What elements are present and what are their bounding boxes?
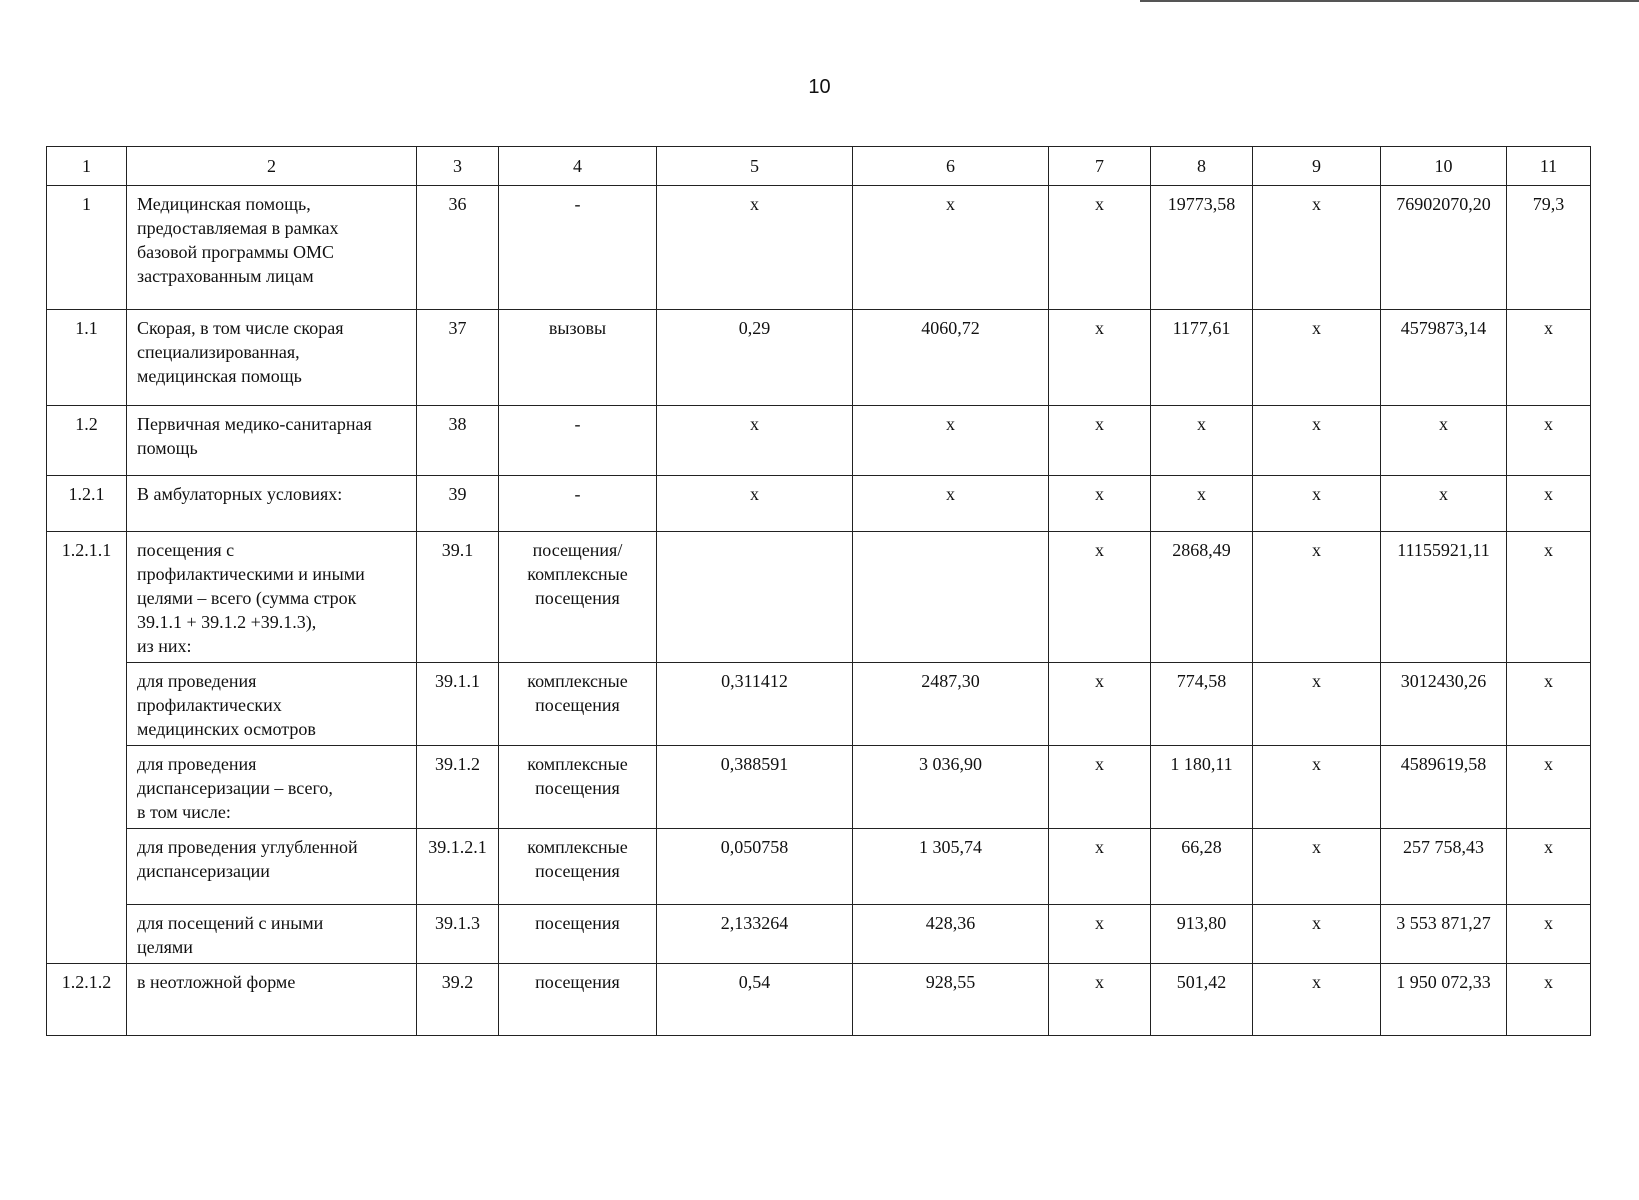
unit-cell: [499, 186, 657, 310]
line-code-cell: 39.1.2: [417, 746, 499, 829]
top-rule: [1140, 0, 1639, 2]
page-number: 10: [808, 76, 831, 98]
name-line: для проведения: [137, 671, 257, 691]
header-cell: 5: [657, 147, 853, 186]
header-cell: 1: [47, 147, 127, 186]
name-line: из них:: [137, 636, 192, 656]
table-row: [47, 310, 1591, 406]
name-line: для проведения: [137, 754, 257, 774]
name-line: Первичная медико-санитарная: [137, 414, 372, 434]
header-cell: 3: [417, 147, 499, 186]
value-cell: x: [1049, 186, 1151, 310]
value-cell: 3 036,90: [853, 746, 1049, 829]
line-code-cell: 39.1.1: [417, 663, 499, 746]
name-line: специализированная,: [137, 342, 300, 362]
value-cell: x: [853, 186, 1049, 310]
value-cell: x: [853, 476, 1049, 532]
header-row: [47, 147, 1591, 186]
value-cell: 428,36: [853, 905, 1049, 964]
line-code-cell: 39.1: [417, 532, 499, 663]
value-cell: x: [1507, 746, 1591, 829]
unit-cell: [499, 964, 657, 1036]
value-cell: 928,55: [853, 964, 1049, 1036]
row-name-cell: [127, 532, 417, 663]
value-cell: 501,42: [1151, 964, 1253, 1036]
value-cell: x: [1049, 406, 1151, 476]
value-cell: x: [1253, 746, 1381, 829]
unit-line: посещения: [535, 695, 620, 715]
value-cell: 4579873,14: [1381, 310, 1507, 406]
row-name-cell: [127, 746, 417, 829]
table-row: [47, 746, 1591, 829]
value-cell: x: [1507, 476, 1591, 532]
value-cell: x: [1253, 829, 1381, 905]
name-line: базовой программы ОМС: [137, 242, 335, 262]
header-cell: 8: [1151, 147, 1253, 186]
value-cell: x: [1381, 406, 1507, 476]
row-name-cell: [127, 476, 417, 532]
unit-line: посещения: [535, 972, 620, 992]
value-cell: x: [1507, 310, 1591, 406]
row-name-cell: [127, 829, 417, 905]
value-cell: 19773,58: [1151, 186, 1253, 310]
value-cell: x: [853, 406, 1049, 476]
line-code-cell: 37: [417, 310, 499, 406]
value-cell: x: [657, 476, 853, 532]
name-line: в неотложной форме: [137, 972, 296, 992]
value-cell: 11155921,11: [1381, 532, 1507, 663]
line-code-cell: 39.1.3: [417, 905, 499, 964]
value-cell: 1 950 072,33: [1381, 964, 1507, 1036]
unit-cell: [499, 746, 657, 829]
value-cell: 1 305,74: [853, 829, 1049, 905]
value-cell: x: [1507, 663, 1591, 746]
row-number-cell: 1.2.1.2: [47, 964, 127, 1036]
unit-cell: [499, 905, 657, 964]
unit-line: комплексные: [527, 754, 628, 774]
value-cell: x: [1507, 829, 1591, 905]
value-cell: x: [1049, 310, 1151, 406]
table-row: [47, 905, 1591, 964]
value-cell: 2,133264: [657, 905, 853, 964]
row-name-cell: [127, 406, 417, 476]
row-name-cell: [127, 310, 417, 406]
line-code-cell: 39: [417, 476, 499, 532]
value-cell: x: [1049, 476, 1151, 532]
unit-cell: [499, 406, 657, 476]
value-cell: x: [1507, 905, 1591, 964]
data-table: [46, 146, 1591, 1036]
name-line: медицинских осмотров: [137, 719, 316, 739]
name-line: целями – всего (сумма строк: [137, 588, 357, 608]
unit-line: посещения/: [532, 540, 623, 560]
header-cell: 10: [1381, 147, 1507, 186]
unit-line: комплексные: [527, 671, 628, 691]
name-line: целями: [137, 937, 193, 957]
name-line: в том числе:: [137, 802, 231, 822]
table-row: [47, 964, 1591, 1036]
header-cell: 2: [127, 147, 417, 186]
name-line: Медицинская помощь,: [137, 194, 311, 214]
value-cell: x: [1049, 663, 1151, 746]
value-cell: x: [1049, 964, 1151, 1036]
name-line: 39.1.1 + 39.1.2 +39.1.3),: [137, 612, 317, 632]
row-number-cell: 1.2.1.1: [47, 532, 127, 964]
unit-line: -: [574, 194, 581, 214]
line-code-cell: 38: [417, 406, 499, 476]
value-cell: x: [1253, 532, 1381, 663]
value-cell: x: [1253, 476, 1381, 532]
value-cell: 3012430,26: [1381, 663, 1507, 746]
header-cell: 11: [1507, 147, 1591, 186]
header-cell: 7: [1049, 147, 1151, 186]
value-cell: x: [657, 406, 853, 476]
line-code-cell: 39.2: [417, 964, 499, 1036]
table-row: [47, 186, 1591, 310]
value-cell: 3 553 871,27: [1381, 905, 1507, 964]
name-line: медицинская помощь: [137, 366, 302, 386]
header-cell: 4: [499, 147, 657, 186]
value-cell: 0,311412: [657, 663, 853, 746]
value-cell: x: [1253, 186, 1381, 310]
value-cell: x: [1507, 964, 1591, 1036]
value-cell: 257 758,43: [1381, 829, 1507, 905]
value-cell: x: [1151, 406, 1253, 476]
value-cell: 774,58: [1151, 663, 1253, 746]
value-cell: 0,54: [657, 964, 853, 1036]
line-code-cell: 36: [417, 186, 499, 310]
name-line: для проведения углубленной: [137, 837, 358, 857]
row-number-cell: 1.1: [47, 310, 127, 406]
unit-cell: [499, 476, 657, 532]
name-line: профилактических: [137, 695, 282, 715]
unit-cell: [499, 663, 657, 746]
value-cell: 1 180,11: [1151, 746, 1253, 829]
row-number-cell: 1.2.1: [47, 476, 127, 532]
value-cell: 0,29: [657, 310, 853, 406]
value-cell: x: [1049, 532, 1151, 663]
line-code-cell: 39.1.2.1: [417, 829, 499, 905]
value-cell: x: [1253, 310, 1381, 406]
table-row: [47, 476, 1591, 532]
name-line: застрахованным лицам: [137, 266, 314, 286]
value-cell: x: [1253, 905, 1381, 964]
value-cell: 0,388591: [657, 746, 853, 829]
name-line: предоставляемая в рамках: [137, 218, 339, 238]
value-cell: x: [657, 186, 853, 310]
value-cell: x: [1381, 476, 1507, 532]
value-cell: 4589619,58: [1381, 746, 1507, 829]
row-number-cell: 1: [47, 186, 127, 310]
header-cell: 9: [1253, 147, 1381, 186]
value-cell: x: [1507, 532, 1591, 663]
name-line: диспансеризации: [137, 861, 270, 881]
name-line: диспансеризации – всего,: [137, 778, 333, 798]
unit-line: -: [574, 414, 581, 434]
name-line: В амбулаторных условиях:: [137, 484, 343, 504]
name-line: Скорая, в том числе скорая: [137, 318, 344, 338]
value-cell: x: [1151, 476, 1253, 532]
table-row: [47, 829, 1591, 905]
unit-line: посещения: [535, 778, 620, 798]
table-row: [47, 532, 1591, 663]
table-row: [47, 406, 1591, 476]
row-name-cell: [127, 964, 417, 1036]
value-cell: x: [1049, 829, 1151, 905]
row-name-cell: [127, 905, 417, 964]
value-cell: 2868,49: [1151, 532, 1253, 663]
unit-line: вызовы: [548, 318, 607, 338]
value-cell: 0,050758: [657, 829, 853, 905]
unit-line: комплексные: [527, 564, 628, 584]
table-row: [47, 663, 1591, 746]
unit-line: -: [574, 484, 581, 504]
value-cell: x: [1253, 663, 1381, 746]
value-cell: 4060,72: [853, 310, 1049, 406]
unit-cell: [499, 829, 657, 905]
unit-line: посещения: [535, 861, 620, 881]
header-cell: 6: [853, 147, 1049, 186]
value-cell: x: [1049, 905, 1151, 964]
unit-line: комплексные: [527, 837, 628, 857]
name-line: профилактическими и иными: [137, 564, 365, 584]
value-cell: [853, 532, 1049, 663]
name-line: для посещений с иными: [137, 913, 324, 933]
value-cell: x: [1253, 406, 1381, 476]
value-cell: x: [1049, 746, 1151, 829]
value-cell: 66,28: [1151, 829, 1253, 905]
name-line: посещения с: [137, 540, 235, 560]
row-name-cell: [127, 186, 417, 310]
row-number-cell: 1.2: [47, 406, 127, 476]
value-cell: 913,80: [1151, 905, 1253, 964]
value-cell: 76902070,20: [1381, 186, 1507, 310]
value-cell: 79,3: [1507, 186, 1591, 310]
unit-cell: [499, 532, 657, 663]
value-cell: [657, 532, 853, 663]
value-cell: 2487,30: [853, 663, 1049, 746]
value-cell: 1177,61: [1151, 310, 1253, 406]
unit-line: посещения: [535, 588, 620, 608]
unit-line: посещения: [535, 913, 620, 933]
name-line: помощь: [137, 438, 198, 458]
row-name-cell: [127, 663, 417, 746]
value-cell: x: [1507, 406, 1591, 476]
value-cell: x: [1253, 964, 1381, 1036]
unit-cell: [499, 310, 657, 406]
